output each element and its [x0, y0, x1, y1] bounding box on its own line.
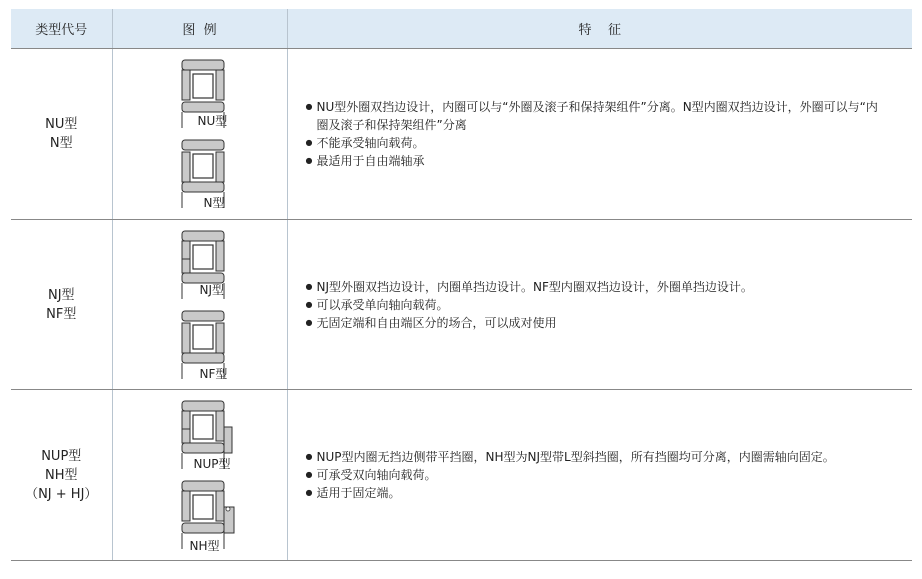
inner-rib — [182, 323, 190, 353]
angle-ring-mark — [226, 507, 230, 511]
feature-cell — [287, 390, 912, 561]
roller — [193, 245, 213, 269]
figure-label: NF型 — [199, 366, 228, 381]
bearing-type-table — [11, 9, 912, 561]
bearing-figure — [140, 225, 260, 305]
outer-ring — [182, 401, 224, 411]
bearing-figure — [140, 475, 260, 555]
feature-item: ● NU型外圈双挡边设计，内圈可以与“外圈及滚子和保持架组件”分离。N型内圈双挡边设计，外圈可以与“内圈及滚子和保持架组件”分离 — [306, 98, 889, 134]
inner-rib — [182, 259, 190, 273]
type-code: （NJ + HJ） — [25, 486, 98, 502]
inner-ring — [182, 182, 224, 192]
bearing-figure — [140, 54, 260, 134]
feature-cell — [287, 49, 912, 220]
outer-ring — [182, 231, 224, 241]
outer-ring — [182, 60, 224, 70]
inner-rib — [182, 152, 190, 182]
figure-cell — [112, 220, 287, 390]
feature-item: ● 可以承受单向轴向载荷。 — [306, 296, 889, 314]
table-row — [11, 49, 912, 220]
header-type-code: 类型代号 — [11, 9, 112, 49]
feature-item: ● NJ型外圈双挡边设计，内圈单挡边设计。NF型内圈双挡边设计，外圈单挡边设计。 — [306, 278, 889, 296]
header-feature: 特 征 — [287, 9, 912, 49]
feature-item: ● 适用于固定端。 — [306, 484, 889, 502]
bearing-diagram-n — [140, 134, 260, 214]
outer-rib — [216, 70, 224, 100]
type-code: NJ型 — [47, 287, 75, 303]
figure-cell — [112, 49, 287, 220]
inner-rib — [216, 323, 224, 353]
figure-label: NH型 — [189, 539, 220, 553]
type-code: NU型 — [45, 117, 78, 132]
type-code-cell — [11, 390, 112, 561]
outer-rib — [216, 491, 224, 521]
header-figure: 图 例 — [112, 9, 287, 49]
outer-rib — [182, 491, 190, 521]
roller — [193, 325, 213, 349]
table-header-row — [11, 9, 912, 49]
type-code: NUP型 — [41, 448, 82, 464]
outer-ring — [182, 140, 224, 150]
bearing-figure — [140, 134, 260, 214]
outer-rib — [216, 411, 224, 441]
roller — [193, 154, 213, 178]
figure-label: NU型 — [197, 114, 228, 128]
type-code: NH型 — [44, 467, 78, 483]
outer-ring — [182, 481, 224, 491]
feature-item: ● 不能承受轴向载荷。 — [306, 134, 889, 152]
bearing-figure — [140, 395, 260, 475]
feature-list — [306, 448, 889, 502]
inner-rib — [216, 152, 224, 182]
feature-list — [306, 278, 889, 332]
figure-label: NUP型 — [193, 457, 231, 471]
feature-item: ● 最适用于自由端轴承 — [306, 152, 889, 170]
bearing-figure — [140, 305, 260, 385]
type-code-cell — [11, 220, 112, 390]
inner-ring — [182, 353, 224, 363]
flat-ring — [224, 427, 232, 453]
figure-label: N型 — [203, 196, 225, 210]
type-code-cell — [11, 49, 112, 220]
roller — [193, 415, 213, 439]
table-row — [11, 220, 912, 390]
outer-rib — [216, 241, 224, 271]
table-row — [11, 390, 912, 561]
feature-item: ● 可承受双向轴向载荷。 — [306, 466, 889, 484]
feature-item: ● 无固定端和自由端区分的场合，可以成对使用 — [306, 314, 889, 332]
inner-rib — [182, 429, 190, 443]
inner-ring — [182, 443, 224, 453]
roller — [193, 74, 213, 98]
figure-cell — [112, 390, 287, 561]
figure-label: NJ型 — [199, 282, 225, 297]
feature-item: ● NUP型内圈无挡边侧带平挡圈，NH型为NJ型带L型斜挡圈，所有挡圈均可分离，内圈需轴向固定。 — [306, 448, 889, 466]
type-code: NF型 — [46, 306, 77, 322]
inner-ring — [182, 102, 224, 112]
feature-cell — [287, 220, 912, 390]
feature-list — [306, 98, 889, 170]
outer-ring — [182, 311, 224, 321]
outer-rib — [182, 70, 190, 100]
roller — [193, 495, 213, 519]
type-code: N型 — [49, 136, 73, 151]
inner-ring — [182, 523, 224, 533]
